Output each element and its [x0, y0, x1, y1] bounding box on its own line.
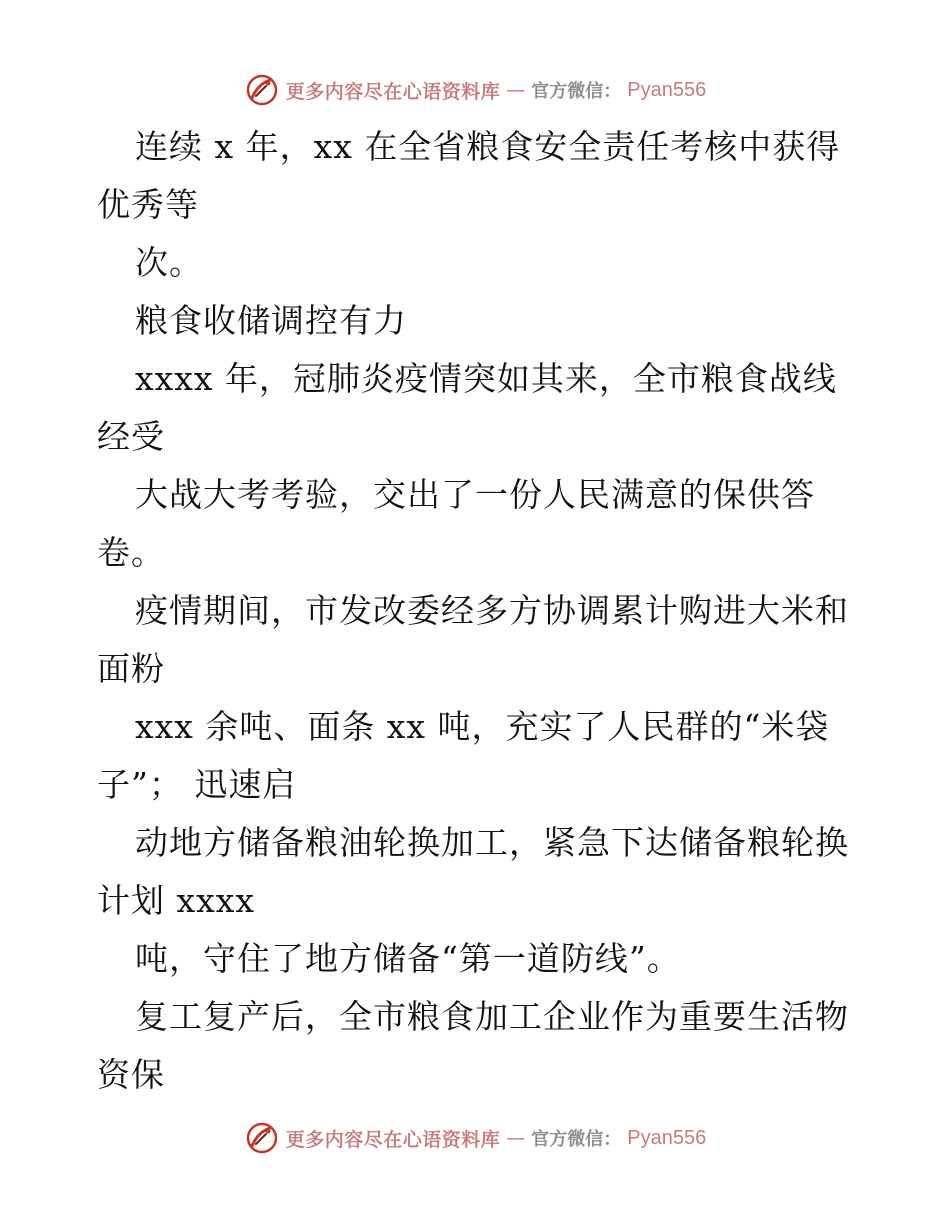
- document-body: [97, 118, 867, 1104]
- watermark-dash: —: [506, 79, 526, 101]
- text-line: 子”； 迅速启: [97, 765, 297, 804]
- text-line: 连续 x 年，xx 在全省粮食安全责任考核中获得: [135, 127, 841, 166]
- watermark-text: 更多内容尽在心语资料库: [285, 1128, 501, 1151]
- text-line: 优秀等: [97, 185, 199, 224]
- text-line: xxx 余吨、面条 xx 吨，充实了人民群的“米袋: [135, 707, 830, 746]
- watermark-text: 更多内容尽在心语资料库: [285, 80, 501, 103]
- text-line: 粮食收储调控有力: [135, 301, 407, 340]
- text-line: 资保: [97, 1055, 165, 1094]
- watermark-dash: —: [506, 1127, 526, 1149]
- watermark-official-label: 官方微信：: [531, 81, 622, 102]
- text-line: 面粉: [97, 649, 165, 688]
- text-line: 复工复产后，全市粮食加工企业作为重要生活物: [135, 997, 849, 1036]
- text-line: 经受: [97, 417, 165, 456]
- text-line: 次。: [135, 243, 203, 282]
- text-line: 计划 xxxx: [97, 881, 255, 920]
- header-watermark: [0, 70, 950, 110]
- text-line: 吨，守住了地方储备“第一道防线”。: [135, 939, 681, 978]
- footer-watermark: [0, 1118, 950, 1158]
- text-line: 卷。: [97, 533, 165, 572]
- text-line: 疫情期间，市发改委经多方协调累计购进大米和: [135, 591, 849, 630]
- text-line: 动地方储备粮油轮换加工，紧急下达储备粮轮换: [135, 823, 849, 862]
- logo-icon: [244, 1120, 280, 1156]
- watermark-account: Pyan556: [627, 78, 707, 101]
- text-line: 大战大考考验，交出了一份人民满意的保供答: [135, 475, 815, 514]
- text-line: xxxx 年，冠肺炎疫情突如其来，全市粮食战线: [135, 359, 837, 398]
- logo-icon: [244, 72, 280, 108]
- watermark-account: Pyan556: [627, 1126, 707, 1149]
- watermark-official-label: 官方微信：: [531, 1129, 622, 1150]
